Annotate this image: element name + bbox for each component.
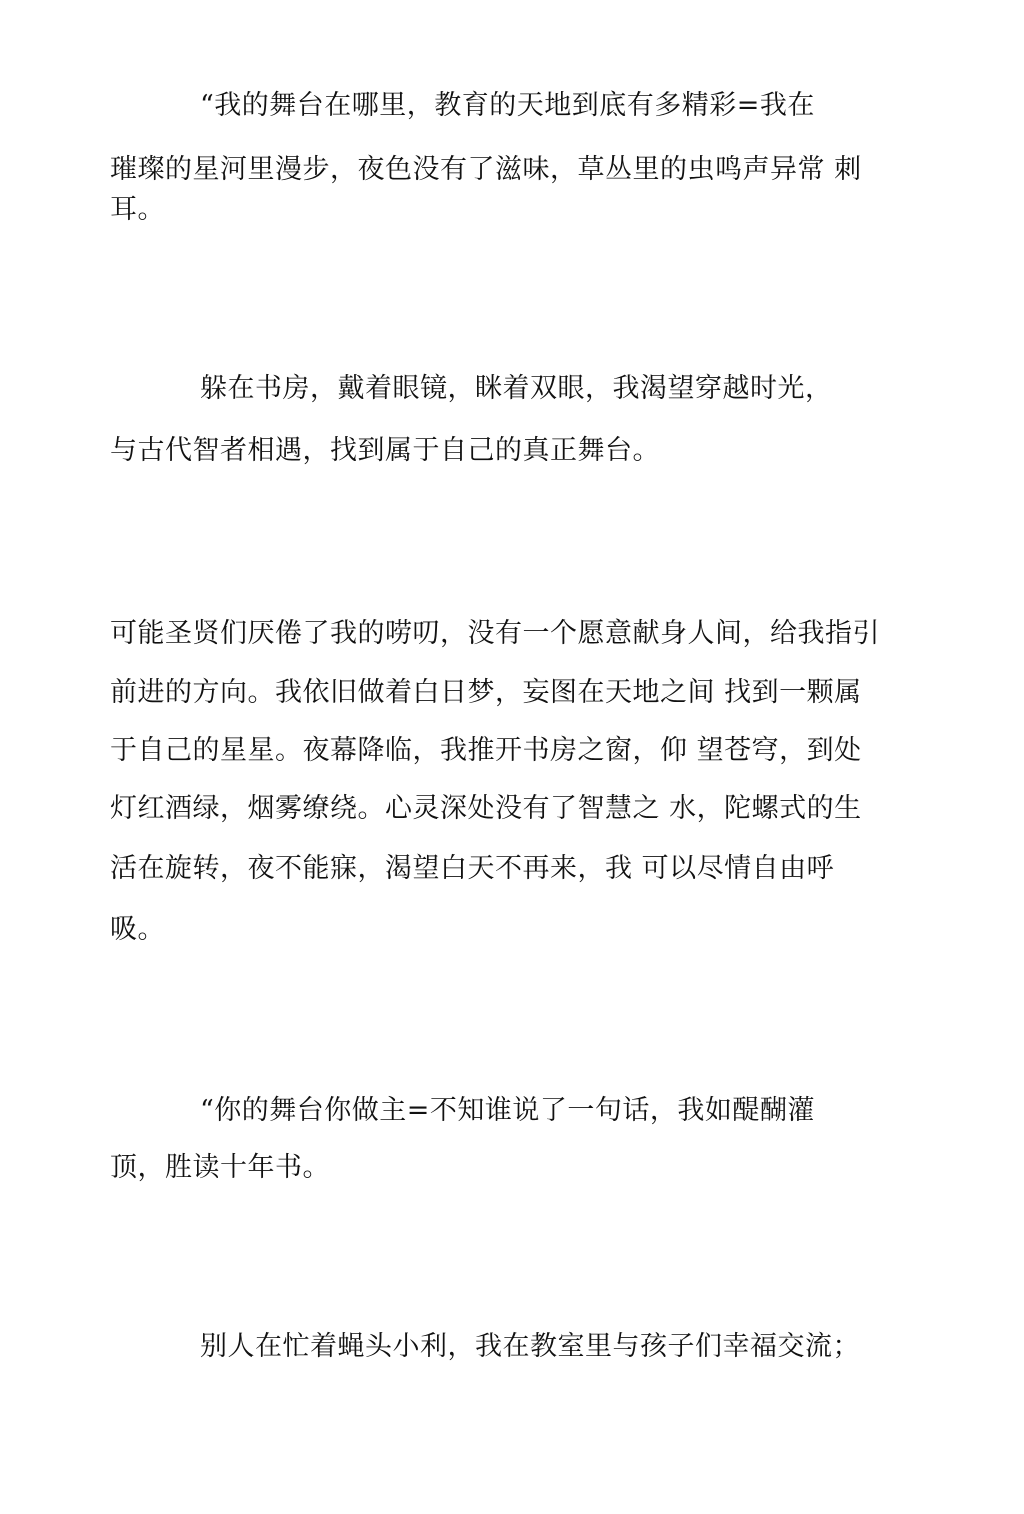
text-line: “我的舞台在哪里，教育的天地到底有多精彩=我在 (200, 90, 815, 121)
text-line: 耳。 (110, 194, 165, 225)
text-line: 躲在书房，戴着眼镜，眯着双眼，我渴望穿越时光， (200, 373, 833, 404)
text-line: 活在旋转，夜不能寐，渴望白天不再来，我 可以尽情自由呼 (110, 853, 835, 884)
text-line: 别人在忙着蝇头小利，我在教室里与孩子们幸福交流； (200, 1331, 860, 1362)
text-line: 顶，胜读十年书。 (110, 1152, 330, 1183)
text-line: 灯红酒绿，烟雾缭绕。心灵深处没有了智慧之 水，陀螺式的生 (110, 793, 862, 824)
text-line: 前进的方向。我依旧做着白日梦，妄图在天地之间 找到一颗属 (110, 677, 862, 708)
text-line: 璀璨的星河里漫步，夜色没有了滋味，草丛里的虫鸣声异常 刺 (110, 154, 862, 185)
text-line: 于自己的星星。夜幕降临，我推开书房之窗，仰 望苍穹，到处 (110, 735, 862, 766)
text-line: 可能圣贤们厌倦了我的唠叨，没有一个愿意献身人间，给我指引 (110, 618, 880, 649)
text-line: “你的舞台你做主=不知谁说了一句话，我如醍醐灌 (200, 1095, 815, 1126)
text-line: 吸。 (110, 914, 165, 945)
text-line: 与古代智者相遇，找到属于自己的真正舞台。 (110, 435, 660, 466)
